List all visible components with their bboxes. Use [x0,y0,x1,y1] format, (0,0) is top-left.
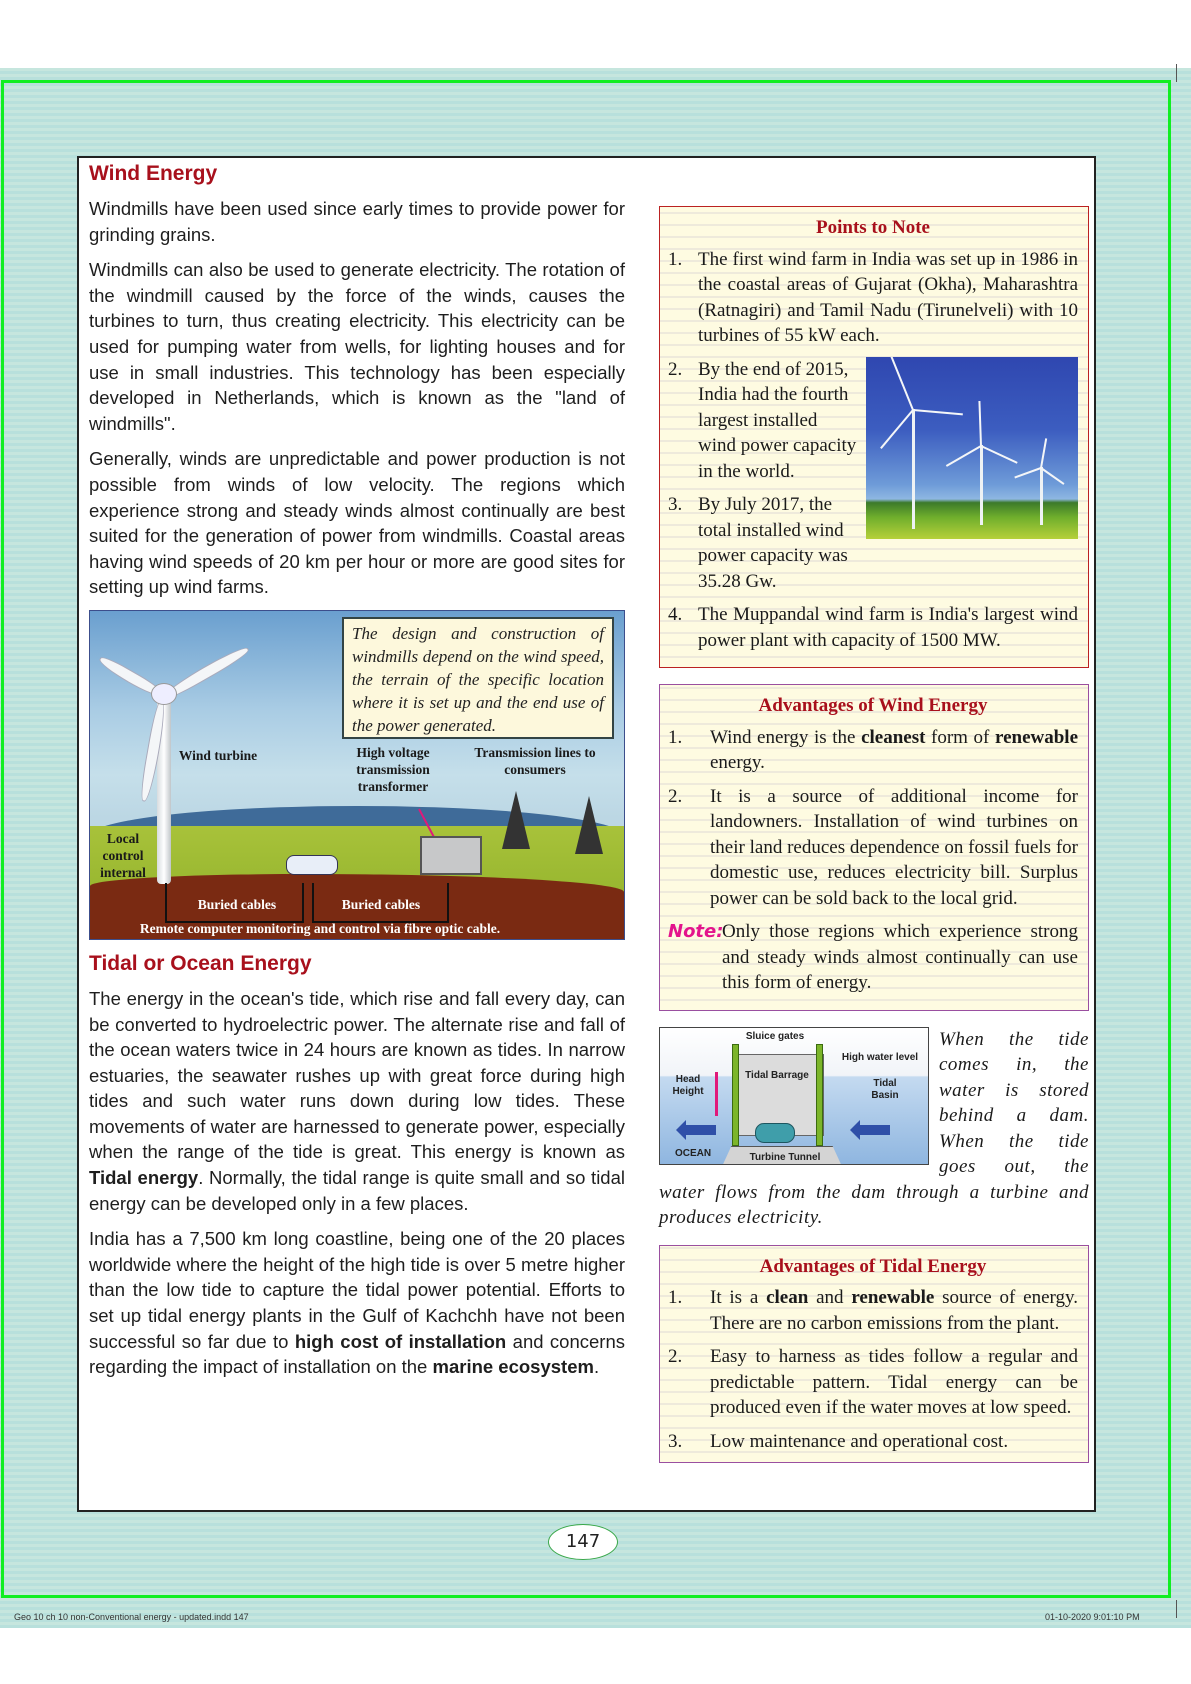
advantages-tidal-box [659,1245,1089,1464]
turbine-icon [755,1123,795,1143]
label-head-height: Head Height [672,1073,704,1097]
tidal-paragraph-2 [89,1226,625,1380]
label-buried-cables-2: Buried cables [341,896,421,912]
note-item [668,357,858,485]
turbine-blade-icon [1040,438,1047,468]
label-ocean: OCEAN [674,1147,712,1159]
note-item [668,247,1078,349]
note-label: Note: [668,921,724,942]
arrow-left-icon [686,1125,716,1135]
points-to-note-title: Points to Note [816,217,930,238]
item-text: It is a source of additional income for landowners. Installation of wind turbines on their land reduces dependence on fossil fuels for domestic use, reduces electricity bill. Surplus power can be sold back to the local grid. [710,785,1078,909]
sluice-gate [732,1044,739,1146]
wind-farm-photo [866,357,1078,539]
transformer-icon [420,836,482,875]
item-text [710,1285,1078,1336]
tidal-figure-caption: When the tide comes in, the water is stored behind a dam. When the tide goes out, the water flows from the dam through a turbine and produces electricity. [659,1028,1089,1228]
turbine-blade-icon [890,357,914,410]
arrow-left-icon [860,1125,890,1135]
figure-caption: The design and construction of windmills depend on the wind speed, the terrain of the specific location where it is set up and the end use of the power generated. [342,617,614,739]
item-number: 1. [668,248,683,270]
wind-turbine-diagram [89,610,625,940]
tidal-barrage-diagram [659,1027,929,1165]
turbine-blade-icon [880,409,914,449]
advantage-item [668,1429,1078,1455]
crop-mark [1176,1600,1177,1618]
note-item [668,602,1078,653]
item-text: The Muppandal wind farm is India's largest wind power plant with capacity of 1500 MW. [698,604,1078,651]
turbine-blade-icon [978,400,982,445]
text-span: India has a 7,500 km long coastline, being one of the 20 places worldwide where the height of the high tide is over 5 metre higher than the low tide to capture the tidal power potential. Efforts to set up tidal energy plants in the Gulf of Kachchh have not been successful so far due to [89,1228,625,1352]
label-local-control: Local control internal [100,830,146,880]
item-text: By the end of 2015, India had the fourth largest installed wind power capacity in the world. [698,358,857,482]
tidal-paragraph-1 [89,986,625,1216]
turbine-blade-icon [1040,467,1064,485]
bold-term: high cost of installation [294,1330,507,1352]
label-wind-turbine: Wind turbine [178,747,258,763]
text-span: and [808,1287,852,1308]
item-text: By July 2017, the total installed wind power capacity was 35.28 Gw. [698,494,848,592]
label-transformer: High voltage transmission transformer [356,744,430,794]
item-text: Easy to harness as tides follow a regular and predictable pattern. Tidal energy can be produced even if the water moves at low speed. [710,1346,1078,1418]
footer-slug-right: 01-10-2020 9:01:10 PM [1045,1612,1140,1622]
left-column [89,162,625,1390]
note-text: Only those regions which experience strong and steady winds almost continually can use this form of energy. [722,921,1078,993]
label-turbine-tunnel: Turbine Tunnel [749,1151,821,1163]
text-span: . Normally, the tidal range is quite small and so tidal energy can be developed only in a few places. [89,1167,625,1214]
note-item [668,919,1078,996]
sluice-gate [816,1044,823,1146]
label-sluice-gates: Sluice gates [745,1030,805,1042]
item-number: 1. [668,726,683,748]
text-span: form of [925,726,995,748]
head-height-arrow [715,1072,718,1116]
advantage-item [668,784,1078,912]
turbine-blade-icon [946,445,982,467]
text-span: The energy in the ocean's tide, which rise and fall every day, can be converted to hydroelectric power. The alternate rise and fall of the ocean waters twice in 24 hours are known as tides. In narrow estuaries, the seawater rushes up with great force during high tides and such water runs down during low tides. These movements of water are harnessed to generate power, especially when the range of the tide is great. This energy is known as [89,987,625,1163]
item-number: 3. [668,1430,683,1452]
bold-term: Tidal energy [89,1167,199,1189]
control-unit-icon [286,855,338,875]
item-number: 1. [668,1287,683,1308]
pylon-icon [575,796,603,854]
item-number: 4. [668,604,683,625]
text-span: source of energy. There are no carbon emissions from the plant. [710,1287,1079,1334]
wind-paragraph-2: Windmills can also be used to generate electricity. The rotation of the windmill caused by the force of the winds, causes the turbines to turn, thus creating electricity. This electricity can be used for pumping water from wells, for lighting houses and for use in small industries. This technology has been especially developed in Netherlands, which is known as the "land of windmills". [89,259,625,434]
turbine-hub [151,683,177,705]
item-number: 3. [668,494,683,515]
crop-mark [1176,64,1177,82]
item-text: Low maintenance and operational cost. [710,1430,1009,1452]
turbine-pole [980,445,983,525]
text-span: Wind energy is the [710,726,862,748]
wind-paragraph-3: Generally, winds are unpredictable and power production is not possible from winds of low velocity. The regions which experience strong and steady winds almost continually are best suited for the generation of power from windmills. Coastal areas having wind speeds of 20 km per hour or more are good sites for setting up wind farms. [89,448,625,598]
label-transmission-lines: Transmission lines to consumers [474,744,596,777]
tidal-energy-heading: Tidal or Ocean Energy [89,951,312,975]
note-item [668,492,858,594]
turbine-blade-icon [1014,467,1041,478]
bold-term: clean [766,1287,809,1308]
label-buried-cables-1: Buried cables [197,896,277,912]
advantage-item [668,1285,1078,1336]
bold-term: renewable [994,726,1079,748]
turbine-pole [912,409,915,529]
advantages-wind-title: Advantages of Wind Energy [758,695,988,716]
turbine-blade-icon [981,445,1018,464]
advantages-tidal-title: Advantages of Tidal Energy [759,1255,987,1277]
right-column [659,206,1089,1463]
advantage-item [668,1344,1078,1421]
text-span: It is a [710,1287,767,1308]
advantage-item [668,725,1078,776]
pylon-icon [502,791,530,849]
label-remote-monitoring: Remote computer monitoring and control via fibre optic cable. [139,920,501,936]
item-text [710,725,1078,776]
advantages-wind-box [659,684,1089,1011]
footer-slug-left: Geo 10 ch 10 non-Conventional energy - updated.indd 147 [14,1612,249,1622]
bold-term: marine ecosystem [432,1356,594,1378]
item-text: The first wind farm in India was set up in 1986 in the coastal areas of Gujarat (Okha), Maharashtra (Ratnagiri) and Tamil Nadu (Tirunelveli) with 10 turbines of 55 kW each. [698,248,1078,346]
label-high-water: High water level [841,1051,919,1063]
page-number-badge: 147 [548,1524,618,1560]
text-span: energy. [710,752,765,773]
item-number: 2. [668,1346,683,1367]
text-span: and concerns regarding the impact of installation on the [89,1330,625,1378]
tidal-figure-block [659,1027,1089,1231]
turbine-blade-icon [913,409,963,415]
text-span: . [593,1356,600,1378]
textbook-page [77,156,1096,1512]
wind-paragraph-1: Windmills have been used since early times to provide power for grinding grains. [89,198,625,245]
item-number: 2. [668,785,683,807]
bold-term: cleanest [861,726,926,748]
label-tidal-basin: Tidal Basin [871,1077,899,1101]
wind-energy-heading: Wind Energy [89,162,218,185]
points-to-note-box [659,206,1089,668]
label-tidal-barrage: Tidal Barrage [745,1069,809,1081]
item-number: 2. [668,358,683,380]
bold-term: renewable [851,1287,935,1308]
turbine-pole [1040,467,1043,525]
